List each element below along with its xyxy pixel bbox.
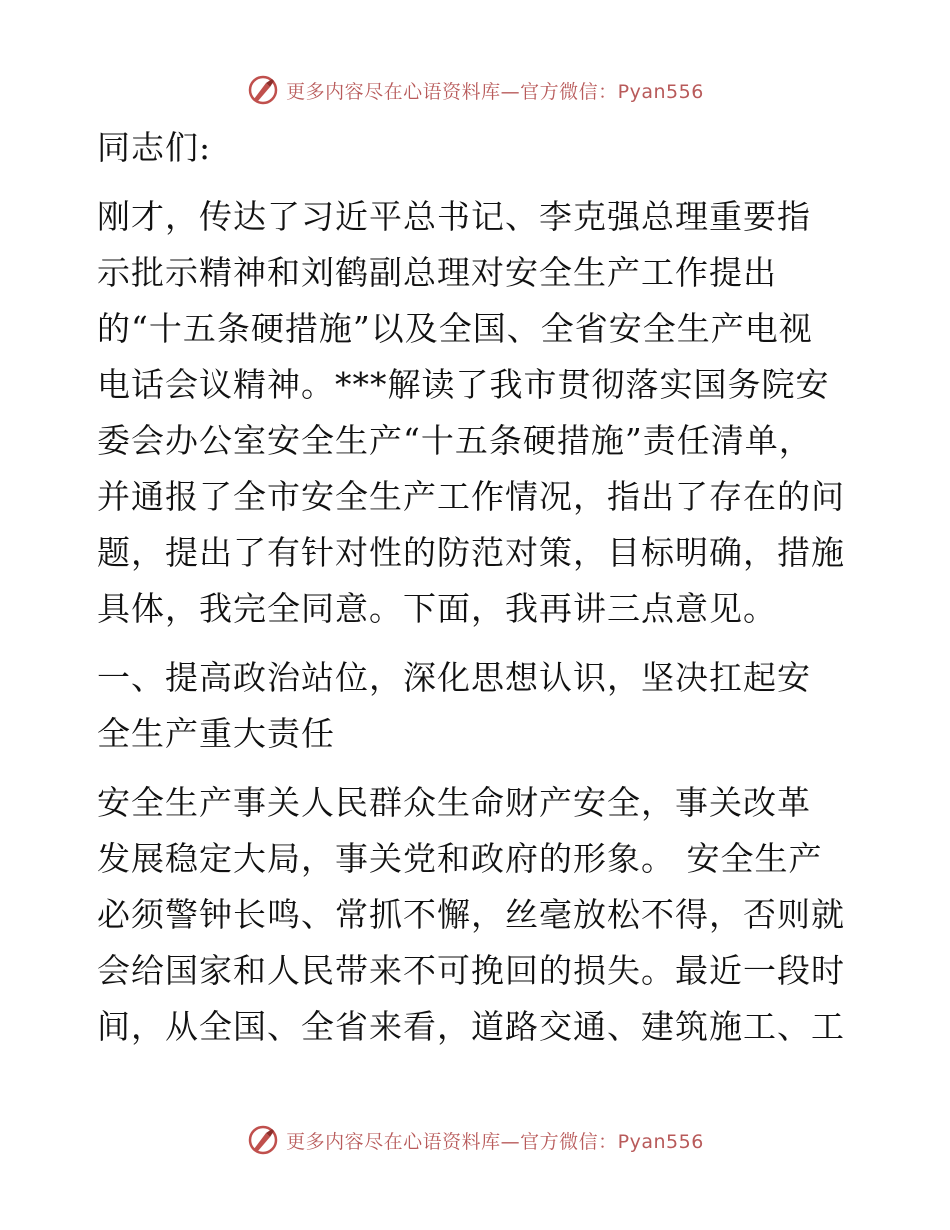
header-banner: [0, 70, 950, 110]
footer-banner: [0, 1120, 950, 1160]
text-line: 必须警钟长鸣、常抓不懈，丝毫放松不得，否则就: [97, 895, 845, 934]
text-line: 并通报了全市安全生产工作情况，指出了存在的问: [97, 477, 845, 516]
text-line: 的“十五条硬措施”以及全国、全省安全生产电视: [97, 309, 813, 348]
text-line: 题，提出了有针对性的防范对策，目标明确，措施: [97, 533, 845, 572]
text-line: 同志们:: [97, 128, 212, 167]
text-line: 示批示精神和刘鹤副总理对安全生产工作提出: [97, 253, 777, 292]
document-body: [97, 120, 857, 1068]
text-line: 会给国家和人民带来不可挽回的损失。最近一段时: [97, 951, 845, 990]
text-line: 间，从全国、全省来看，道路交通、建筑施工、工: [97, 1007, 845, 1046]
paragraph: [97, 650, 857, 762]
header-banner-text: 更多内容尽在心语资料库—官方微信：Pyan556: [286, 80, 704, 103]
text-line: 具体，我完全同意。下面，我再讲三点意见。: [97, 589, 777, 628]
paragraph: [97, 189, 857, 637]
paragraph: [97, 775, 857, 1055]
pen-nib-logo-icon: [246, 1123, 280, 1157]
footer-banner-text: 更多内容尽在心语资料库—官方微信：Pyan556: [286, 1130, 704, 1153]
text-line: 委会办公室安全生产“十五条硬措施”责任清单，: [97, 421, 813, 460]
pen-nib-logo-icon: [246, 73, 280, 107]
text-line: 电话会议精神。***解读了我市贯彻落实国务院安: [97, 365, 830, 404]
text-line: 一、提高政治站位，深化思想认识，坚决扛起安: [97, 658, 811, 697]
text-line: 发展稳定大局，事关党和政府的形象。 安全生产: [97, 839, 823, 878]
text-line: 刚才，传达了习近平总书记、李克强总理重要指: [97, 197, 811, 236]
text-line: 全生产重大责任: [97, 714, 335, 753]
paragraph: [97, 120, 857, 176]
text-line: 安全生产事关人民群众生命财产安全，事关改革: [97, 783, 811, 822]
